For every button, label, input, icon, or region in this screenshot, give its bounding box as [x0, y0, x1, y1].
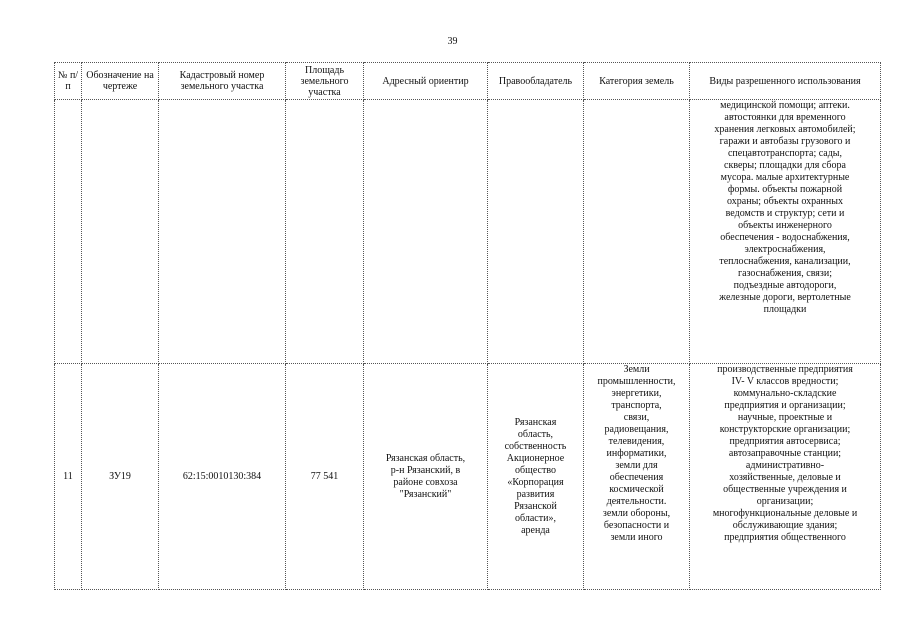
cell-designation	[82, 100, 159, 364]
usage-line: IV- V классов вредности;	[731, 376, 839, 387]
page-number: 39	[447, 36, 458, 47]
address-line: Рязанская область,	[385, 452, 466, 464]
cell-num: 11	[55, 364, 82, 590]
category-line: космической	[609, 484, 664, 495]
category-line: промышленности,	[597, 376, 676, 387]
category-line: связи,	[623, 412, 650, 423]
cell-cadastral	[159, 100, 286, 364]
cell-owner	[488, 100, 584, 364]
owner-line: области»,	[515, 512, 556, 524]
usage-line: спецавтотранспорта; сады,	[727, 148, 843, 159]
usage-line: общественные учреждения и	[723, 484, 847, 495]
cell-area: 77 541	[286, 364, 364, 590]
usage-line: мусора. малые архитектурные	[720, 172, 850, 183]
category-line: земли для	[615, 460, 658, 471]
usage-line: обслуживающие здания;	[732, 520, 838, 531]
usage-line: теплоснабжения, канализации,	[719, 256, 851, 267]
usage-line: автозаправочные станции;	[728, 448, 842, 459]
usage-line: коммунально-складские	[733, 388, 837, 399]
owner-line: развития	[516, 488, 555, 500]
table-header-row	[55, 63, 881, 100]
category-line: безопасности и	[603, 520, 670, 531]
category-line: информатики,	[606, 448, 667, 459]
table-row-continuation	[55, 100, 881, 364]
header-address: Адресный ориентир	[364, 63, 488, 100]
usage-line: многофункциональные деловые и	[712, 508, 858, 519]
usage-line: объекты инженерного	[738, 220, 832, 231]
owner-line: аренда	[521, 524, 550, 536]
header-num: № п/п	[55, 63, 82, 100]
cell-designation: ЗУ19	[82, 364, 159, 590]
usage-line: предприятия общественного	[724, 532, 846, 543]
category-line: земли обороны,	[602, 508, 671, 519]
owner-line: Акционерное	[506, 452, 565, 464]
usage-line: подъездные автодороги,	[733, 280, 837, 291]
owner-line: собственность	[504, 440, 567, 452]
category-line: обеспечения	[609, 472, 664, 483]
cell-num	[55, 100, 82, 364]
usage-line: научные, проектные и	[737, 412, 833, 423]
usage-line: гаражи и автобазы грузового и	[719, 136, 851, 147]
header-area: Площадь земельного участка	[286, 63, 364, 100]
usage-line: хранения легковых автомобилей;	[714, 124, 856, 135]
usage-line: предприятия автосервиса;	[729, 436, 841, 447]
cell-cadastral: 62:15:0010130:384	[159, 364, 286, 590]
address-line: "Рязанский"	[399, 488, 452, 500]
cell-usage	[690, 100, 881, 364]
land-plots-table	[54, 62, 881, 590]
header-owner: Правообладатель	[488, 63, 584, 100]
category-line: деятельности.	[606, 496, 667, 507]
owner-line: «Корпорация	[507, 476, 564, 488]
usage-line: электроснабжения,	[744, 244, 826, 255]
usage-line: медицинской помощи; аптеки.	[720, 100, 850, 111]
address-line: р-н Рязанский, в	[390, 464, 461, 476]
header-usage: Виды разрешенного использования	[690, 63, 881, 100]
header-category: Категория земель	[584, 63, 690, 100]
header-designation: Обозначение на чертеже	[82, 63, 159, 100]
category-line: телевидения,	[608, 436, 665, 447]
cell-category	[584, 100, 690, 364]
usage-line: административно-	[745, 460, 825, 471]
usage-line: площадки	[763, 304, 807, 315]
category-line: земли иного	[610, 532, 663, 543]
table-row-11	[55, 364, 881, 590]
category-line: транспорта,	[611, 400, 662, 411]
usage-line: охраны; объекты охранных	[727, 196, 843, 207]
usage-line: хозяйственные, деловые и	[729, 472, 841, 483]
owner-line: Рязанской	[514, 500, 557, 512]
category-line: энергетики,	[611, 388, 662, 399]
cell-address	[364, 364, 488, 590]
usage-line: газоснабжения, связи;	[738, 268, 832, 279]
cell-usage	[690, 364, 881, 590]
owner-line: область,	[517, 428, 554, 440]
usage-line: обеспечения - водоснабжения,	[720, 232, 850, 243]
usage-line: производственные предприятия	[717, 364, 853, 375]
usage-line: организации;	[756, 496, 814, 507]
owner-line: общество	[515, 464, 556, 476]
usage-line: железные дороги, вертолетные	[719, 292, 851, 303]
usage-line: автостоянки для временного	[724, 112, 846, 123]
usage-line: формы. объекты пожарной	[727, 184, 843, 195]
usage-line: скверы; площадки для сбора	[724, 160, 846, 171]
address-line: районе совхоза	[393, 476, 458, 488]
cell-owner	[488, 364, 584, 590]
category-line: радиовещания,	[604, 424, 669, 435]
usage-line: ведомств и структур; сети и	[725, 208, 845, 219]
cell-area	[286, 100, 364, 364]
owner-line: Рязанская	[514, 416, 557, 428]
header-cadastral: Кадастровый номер земельного участка	[159, 63, 286, 100]
category-line: Земли	[623, 364, 650, 375]
cell-category	[584, 364, 690, 590]
cell-address	[364, 100, 488, 364]
usage-line: конструкторские организации;	[719, 424, 851, 435]
usage-line: предприятия и организации;	[724, 400, 846, 411]
